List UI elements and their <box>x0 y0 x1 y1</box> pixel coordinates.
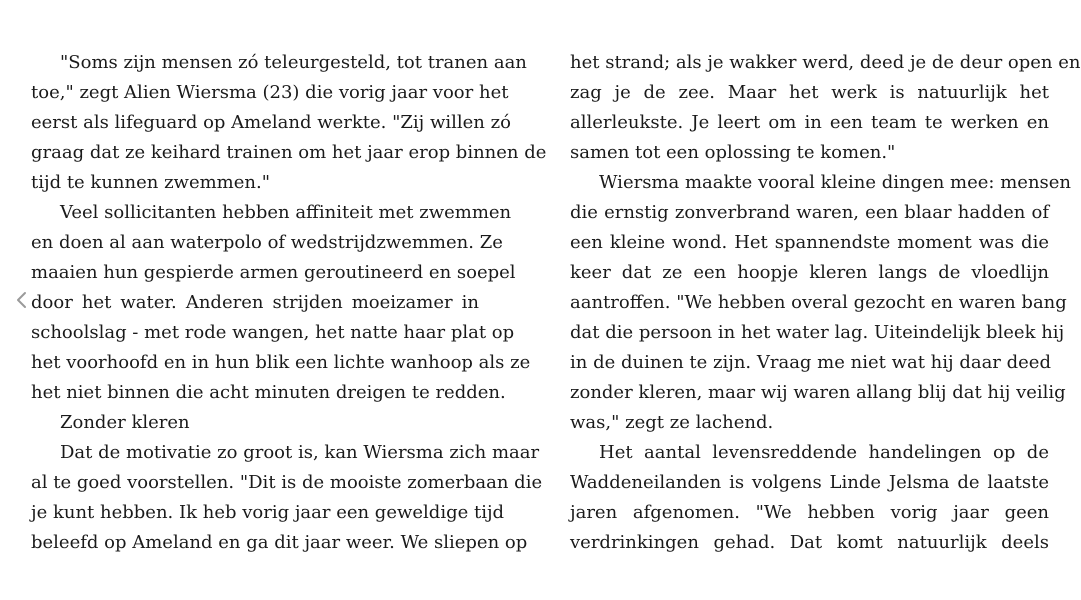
text-line: Veel sollicitanten hebben affiniteit met zwemmen <box>60 202 512 223</box>
text-line: dat die persoon in het water lag. Uiteindelijk bleek hij <box>570 322 1065 343</box>
text-line: samen tot een oplossing te komen." <box>570 142 896 163</box>
text-line: je kunt hebben. Ik heb vorig jaar een geweldige tijd <box>31 502 505 523</box>
text-line: maaien hun gespierde armen geroutineerd en soepel <box>31 262 516 283</box>
text-line: tijd te kunnen zwemmen." <box>31 172 271 193</box>
text-line: een kleine wond. Het spannendste moment was die <box>570 232 1049 253</box>
text-line: "Soms zijn mensen zó teleurgesteld, tot tranen aan <box>60 52 527 73</box>
text-line: door het water. Anderen strijden moeizamer in <box>31 292 479 313</box>
text-line: het strand; als je wakker werd, deed je de deur open en <box>570 52 1081 73</box>
text-line: zonder kleren, maar wij waren allang blij dat hij veilig <box>570 382 1066 403</box>
text-line: het voorhoofd en in hun blik een lichte wanhoop als ze <box>31 352 531 373</box>
text-line: jaren afgenomen. "We hebben vorig jaar geen <box>570 502 1049 523</box>
text-line: Het aantal levensreddende handelingen op de <box>599 442 1049 463</box>
left-text-column <box>31 48 547 558</box>
text-line: toe," zegt Alien Wiersma (23) die vorig jaar voor het <box>31 82 509 103</box>
text-line: eerst als lifeguard op Ameland werkte. "Zij willen zó <box>31 112 511 133</box>
text-line: Waddeneilanden is volgens Linde Jelsma de laatste <box>570 472 1049 493</box>
text-line: schoolslag - met rode wangen, het natte haar plat op <box>31 322 515 343</box>
text-line: en doen al aan waterpolo of wedstrijdzwemmen. Ze <box>31 232 503 253</box>
text-line: was," zegt ze lachend. <box>570 412 774 433</box>
text-line: verdrinkingen gehad. Dat komt natuurlijk deels <box>570 532 1049 553</box>
text-line: allerleukste. Je leert om in een team te werken en <box>570 112 1049 133</box>
text-line: het niet binnen die acht minuten dreigen te redden. <box>31 382 506 403</box>
text-line: keer dat ze een hoopje kleren langs de vloedlijn <box>570 262 1049 283</box>
text-line: in de duinen te zijn. Vraag me niet wat hij daar deed <box>570 352 1051 373</box>
text-line: beleefd op Ameland en ga dit jaar weer. We sliepen op <box>31 532 528 553</box>
right-text-column <box>570 48 1081 558</box>
text-line: die ernstig zonverbrand waren, een blaar hadden of <box>570 202 1049 223</box>
text-line: zag je de zee. Maar het werk is natuurlijk het <box>570 82 1049 103</box>
text-line: Wiersma maakte vooral kleine dingen mee: mensen <box>599 172 1072 193</box>
text-line: graag dat ze keihard trainen om het jaar erop binnen de <box>31 142 547 163</box>
text-line: aantroffen. "We hebben overal gezocht en waren bang <box>570 292 1067 313</box>
text-line: Dat de motivatie zo groot is, kan Wiersma zich maar <box>60 442 540 463</box>
chevron-left-icon <box>14 290 30 310</box>
text-line: al te goed voorstellen. "Dit is de mooiste zomerbaan die <box>31 472 543 493</box>
text-line: Zonder kleren <box>60 412 190 433</box>
previous-page-button[interactable] <box>14 290 30 310</box>
